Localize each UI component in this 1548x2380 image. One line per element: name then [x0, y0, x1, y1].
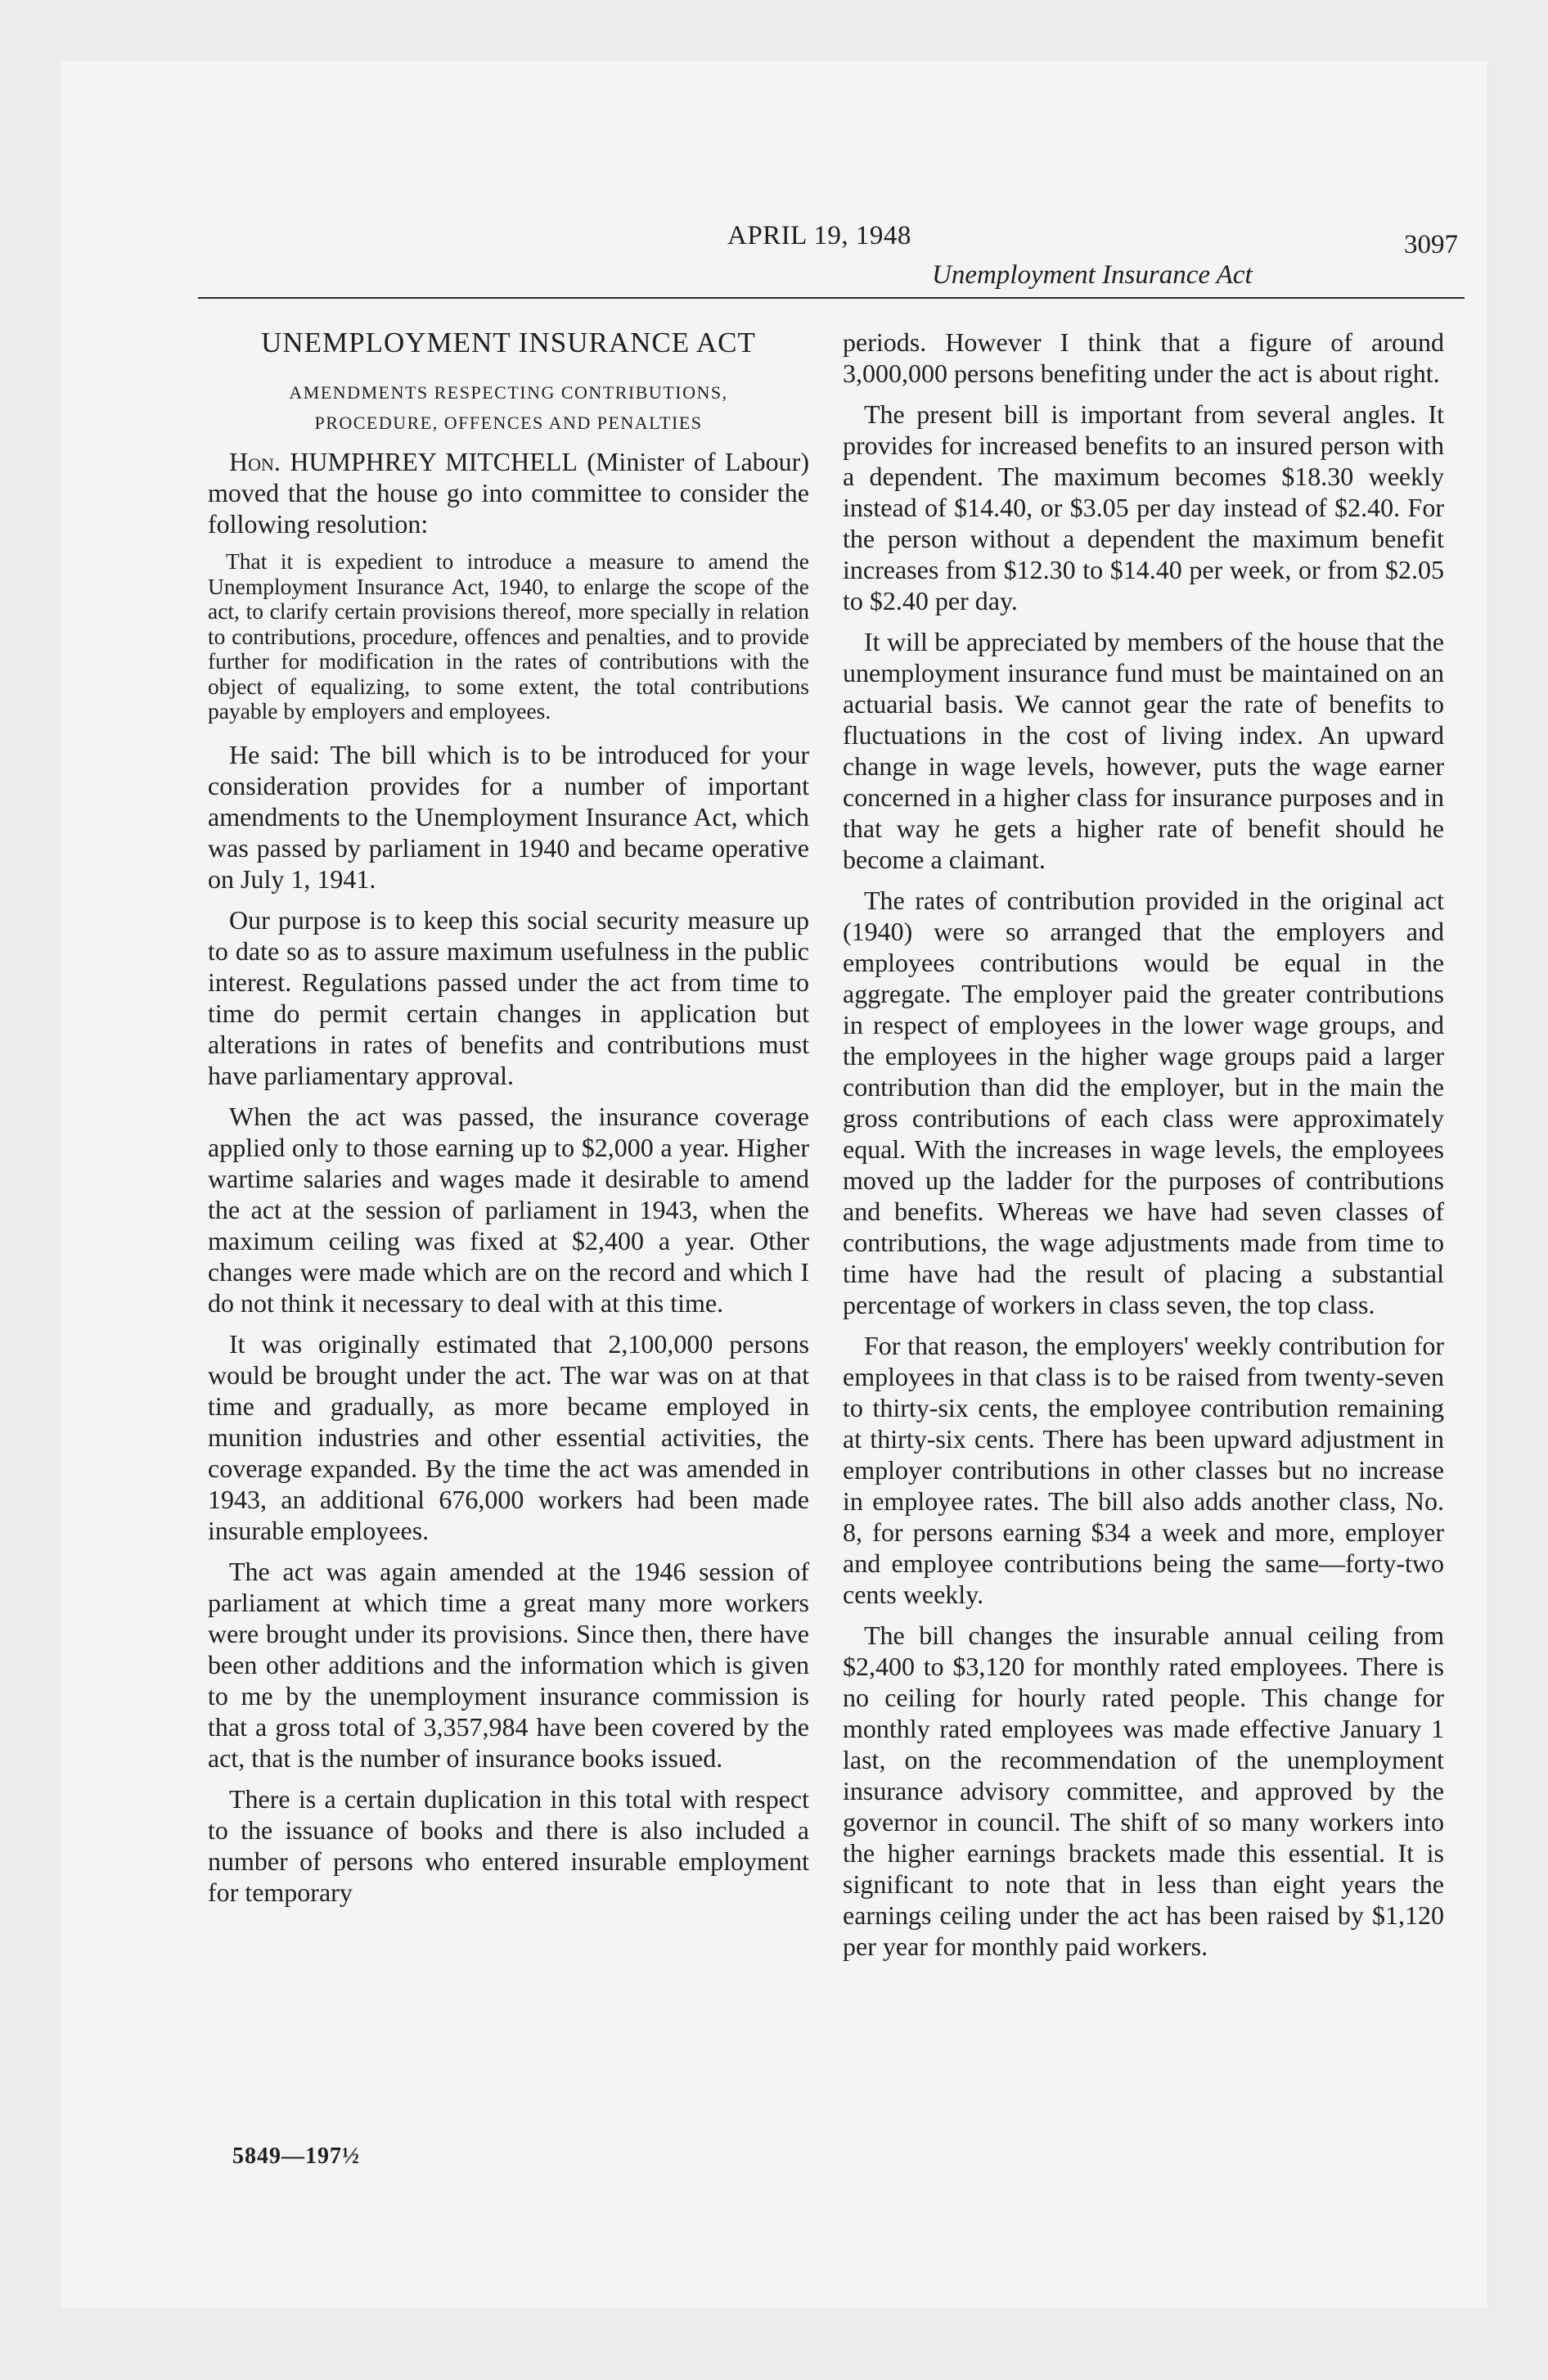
right-paragraph: The rates of contribution provided in the original act (1940) were so arranged that the employers and employees contributions would be equal in the aggregate. The employer paid the greater contributions in respect of employees in the lower wage groups, and the employees in the higher wage groups paid a larger contribution than did the employer, but in the main the gross contributions of each class were approximately equal. With the increases in wage levels, the employees moved up the ladder for the purposes of contributions and benefits. Whereas we have had seven classes of contributions, the wage adjustments made from time to time have had the result of placing a substantial percentage of workers in class seven, the top class.: [843, 886, 1444, 1319]
subheading-line-1: AMENDMENTS RESPECTING CONTRIBUTIONS,: [289, 382, 728, 403]
page-date: APRIL 19, 1948: [727, 221, 911, 250]
right-paragraph: It will be appreciated by members of the house that the unemployment insurance fund must be maintained on an actuarial basis. We cannot gear the rate of benefits to fluctuations in the cost of living index. An upward change in wage levels, however, puts the wage earner concerned in a higher class for insurance purposes and in that way he gets a higher rate of benefit should he become a claimant.: [843, 627, 1444, 874]
left-paragraph: He said: The bill which is to be introduced for your consideration provides for a number of important amendments to the Unemployment Insurance Act, which was passed by parliament in 1940 and became operative on July 1, 1941.: [208, 739, 809, 894]
page-number: 3097: [1404, 230, 1458, 259]
left-paragraph: The act was again amended at the 1946 session of parliament at which time a great many more workers were brought under its provisions. Since then, there have been other additions and the information which is given to me by the unemployment insurance commission is that a gross total of 3,357,984 have been covered by the act, that is the number of insurance books issued.: [208, 1556, 809, 1773]
right-paragraph: For that reason, the employers' weekly contribution for employees in that class is to be raised from twenty-seven to thirty-six cents, the employee contribution remaining at thirty-six cents. There has been upward adjustment in employer contributions in other classes but no increase in employee rates. The bill also adds another class, No. 8, for persons earning $34 a week and more, employer and employee contributions being the same—forty-two cents weekly.: [843, 1331, 1444, 1609]
running-title: Unemployment Insurance Act: [932, 260, 1253, 290]
intro-text: (Minister of Labour) moved that the house go into committee to consider the following resolution:: [208, 447, 809, 539]
intro-paragraph: [208, 446, 809, 539]
article-subheading: [208, 377, 809, 438]
article-title: UNEMPLOYMENT INSURANCE ACT: [261, 327, 756, 358]
left-paragraph: It was originally estimated that 2,100,000 persons would be brought under the act. The war was on at that time and gradually, as more became employed in munition industries and other essential activities, the coverage expanded. By the time the act was amended in 1943, an additional 676,000 workers had been made insurable employees.: [208, 1328, 809, 1545]
left-paragraph: Our purpose is to keep this social security measure up to date so as to assure maximum usefulness in the public interest. Regulations passed under the act from time to time do permit certain changes in application but alterations in rates of benefits and contributions must have parliamentary approval.: [208, 904, 809, 1090]
footer-signature: 5849—197½: [232, 2143, 360, 2169]
left-paragraph: When the act was passed, the insurance coverage applied only to those earning up to $2,000 a year. Higher wartime salaries and wages made it desirable to amend the act at the session of parliament in 1943, when the maximum ceiling was fixed at $2,400 a year. Other changes were made which are on the record and which I do not think it necessary to deal with at this time.: [208, 1101, 809, 1318]
left-paragraph: There is a certain duplication in this total with respect to the issuance of books and there is also included a number of persons who entered insurable employment for temporary: [208, 1783, 809, 1907]
speaker-name: Hon. HUMPHREY MITCHELL: [229, 447, 578, 476]
header-rule: [198, 297, 1465, 299]
document-page: [61, 61, 1487, 2308]
right-paragraph: The bill changes the insurable annual ceiling from $2,400 to $3,120 for monthly rated employees. There is no ceiling for hourly rated people. This change for monthly rated employees was made effective January 1 last, on the recommendation of the unemployment insurance advisory committee, and approved by the governor in council. The shift of so many workers into the higher earnings brackets made this essential. It is significant to note that in less than eight years the earnings ceiling under the act has been raised by $1,120 per year for monthly paid workers.: [843, 1620, 1444, 1961]
resolution-text: That it is expedient to introduce a measure to amend the Unemployment Insurance Act, 1940, to enlarge the scope of the act, to clarify certain provisions thereof, more specially in relation to contributions, procedure, offences and penalties, and to provide further for modification in the rates of contributions with the object of equalizing, to some extent, the total contributions payable by employers and employees.: [208, 548, 809, 723]
subheading-line-2: PROCEDURE, OFFENCES AND PENALTIES: [314, 412, 703, 433]
right-paragraph: The present bill is important from several angles. It provides for increased benefits to an insured person with a dependent. The maximum becomes $18.30 weekly instead of $14.40, or $3.05 per day instead of $2.40. For the person without a dependent the maximum benefit increases from $12.30 to $14.40 per week, or from $2.05 to $2.40 per day.: [843, 399, 1444, 615]
right-column: [843, 327, 1444, 1972]
continuation-paragraph: periods. However I think that a figure of around 3,000,000 persons benefiting under the act is about right.: [843, 327, 1444, 388]
left-column: [208, 327, 809, 1918]
